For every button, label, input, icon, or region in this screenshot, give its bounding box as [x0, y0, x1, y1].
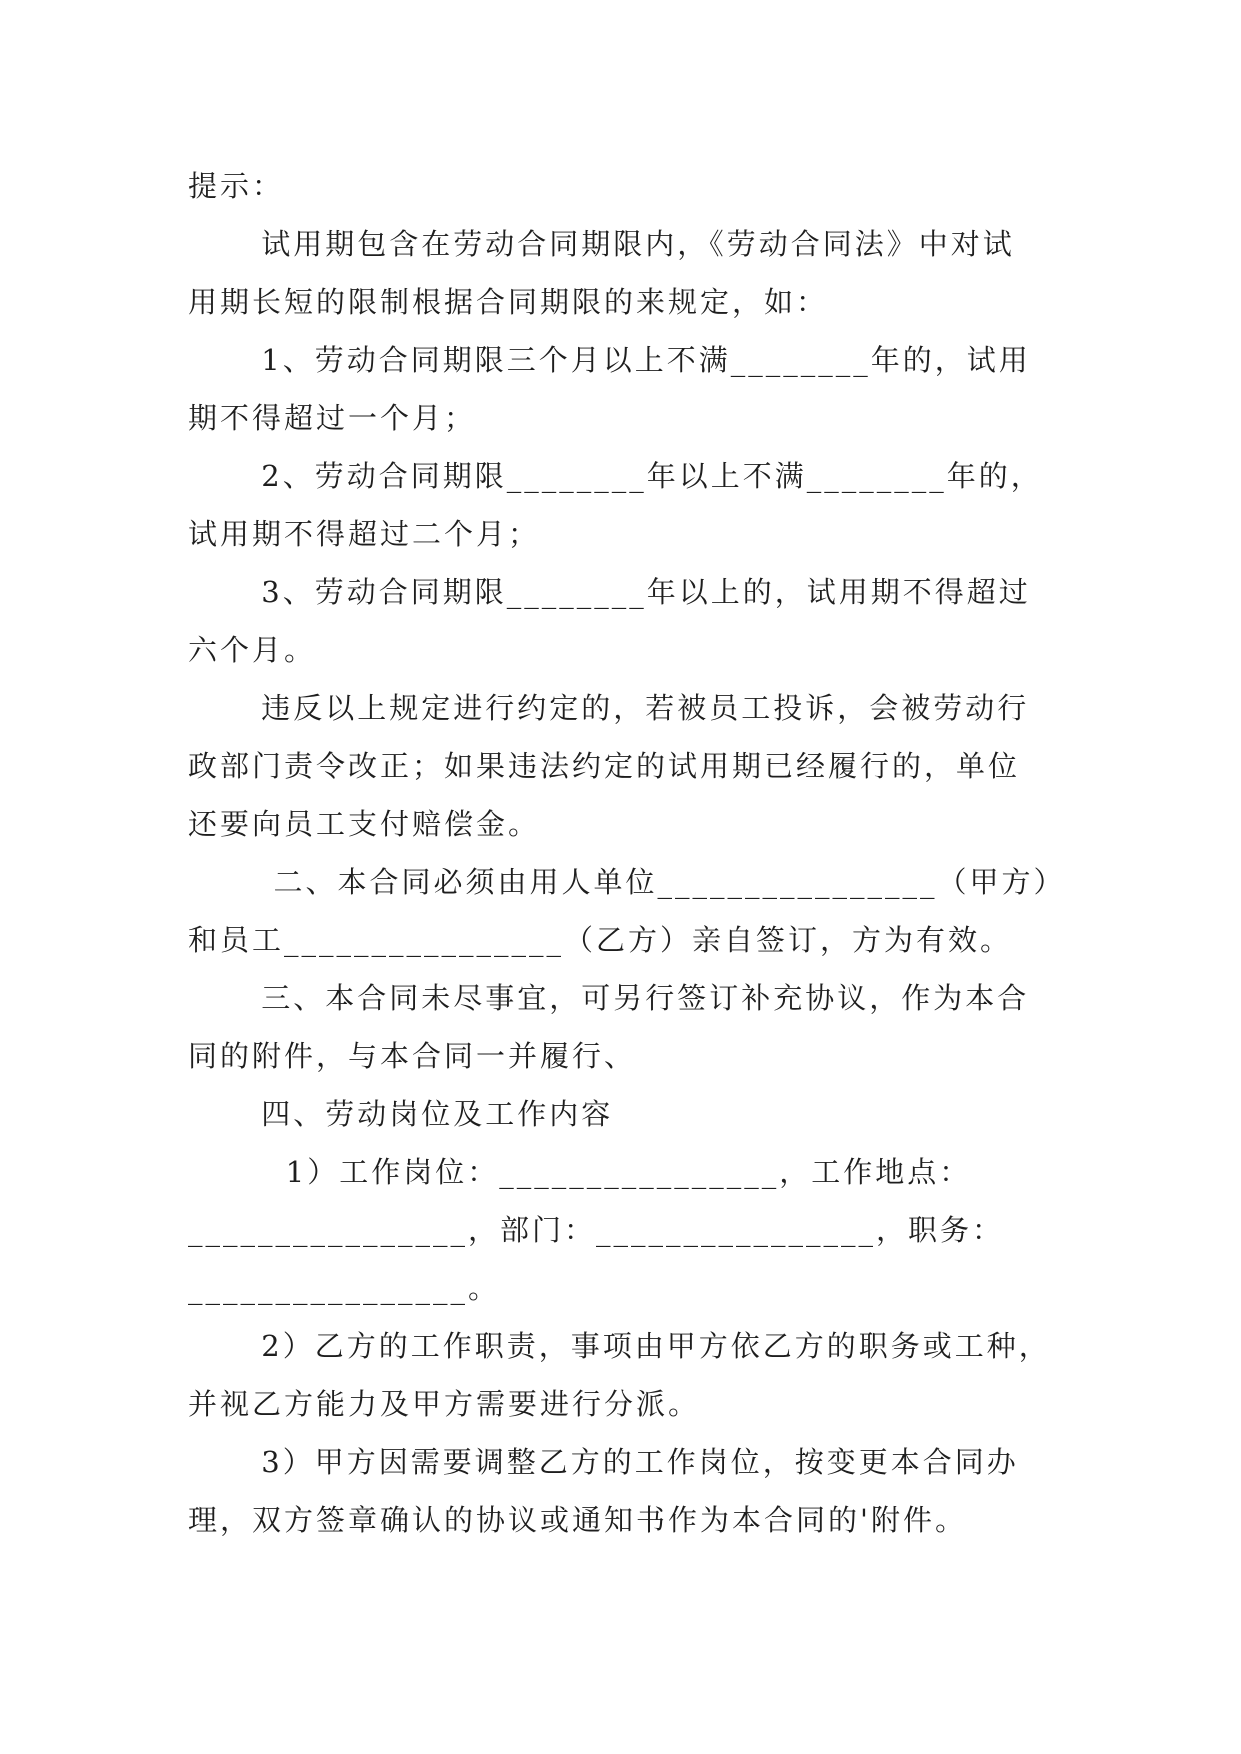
- paragraph-line: 2）乙方的工作职责，事项由甲方依乙方的职务或工种，: [188, 1329, 1051, 1363]
- paragraph-line: ________________，部门：________________，职务：: [188, 1213, 1005, 1247]
- paragraph-line: 二、本合同必须由用人单位________________（甲方）: [188, 865, 1066, 899]
- paragraph-line: 2、劳动合同期限________年以上不满________年的，: [188, 459, 1043, 493]
- paragraph-line: 期不得超过一个月；: [188, 401, 477, 435]
- paragraph-line: 违反以上规定进行约定的，若被员工投诉，会被劳动行: [188, 691, 1030, 725]
- paragraph-line: 试用期包含在劳动合同期限内，《劳动合同法》中对试: [188, 227, 1015, 261]
- section-heading: 四、劳动岗位及工作内容: [188, 1097, 614, 1131]
- paragraph-line: 政部门责令改正；如果违法约定的试用期已经履行的，单位: [188, 749, 1021, 783]
- paragraph-line: 用期长短的限制根据合同期限的来规定，如：: [188, 285, 829, 319]
- paragraph-line: 1）工作岗位：________________，工作地点：: [188, 1155, 972, 1189]
- paragraph-line: 和员工________________（乙方）亲自签订，方为有效。: [188, 923, 1013, 957]
- paragraph-line: 3、劳动合同期限________年以上的，试用期不得超过: [188, 575, 1031, 609]
- paragraph-line: 同的附件，与本合同一并履行、: [188, 1039, 637, 1073]
- paragraph-line: 还要向员工支付赔偿金。: [188, 807, 541, 841]
- paragraph-line: 三、本合同未尽事宜，可另行签订补充协议，作为本合: [188, 981, 1030, 1015]
- paragraph-line: 试用期不得超过二个月；: [188, 517, 541, 551]
- paragraph-line: 并视乙方能力及甲方需要进行分派。: [188, 1387, 701, 1421]
- paragraph-line: 六个月。: [188, 633, 317, 667]
- heading-tip: 提示：: [188, 169, 285, 203]
- paragraph-line: 1、劳动合同期限三个月以上不满________年的，试用: [188, 343, 1031, 377]
- paragraph-line: 理，双方签章确认的协议或通知书作为本合同的'附件。: [188, 1503, 967, 1537]
- document-body: [188, 157, 1066, 1549]
- paragraph-line: ________________。: [188, 1271, 501, 1305]
- paragraph-line: 3）甲方因需要调整乙方的工作岗位，按变更本合同办: [188, 1445, 1019, 1479]
